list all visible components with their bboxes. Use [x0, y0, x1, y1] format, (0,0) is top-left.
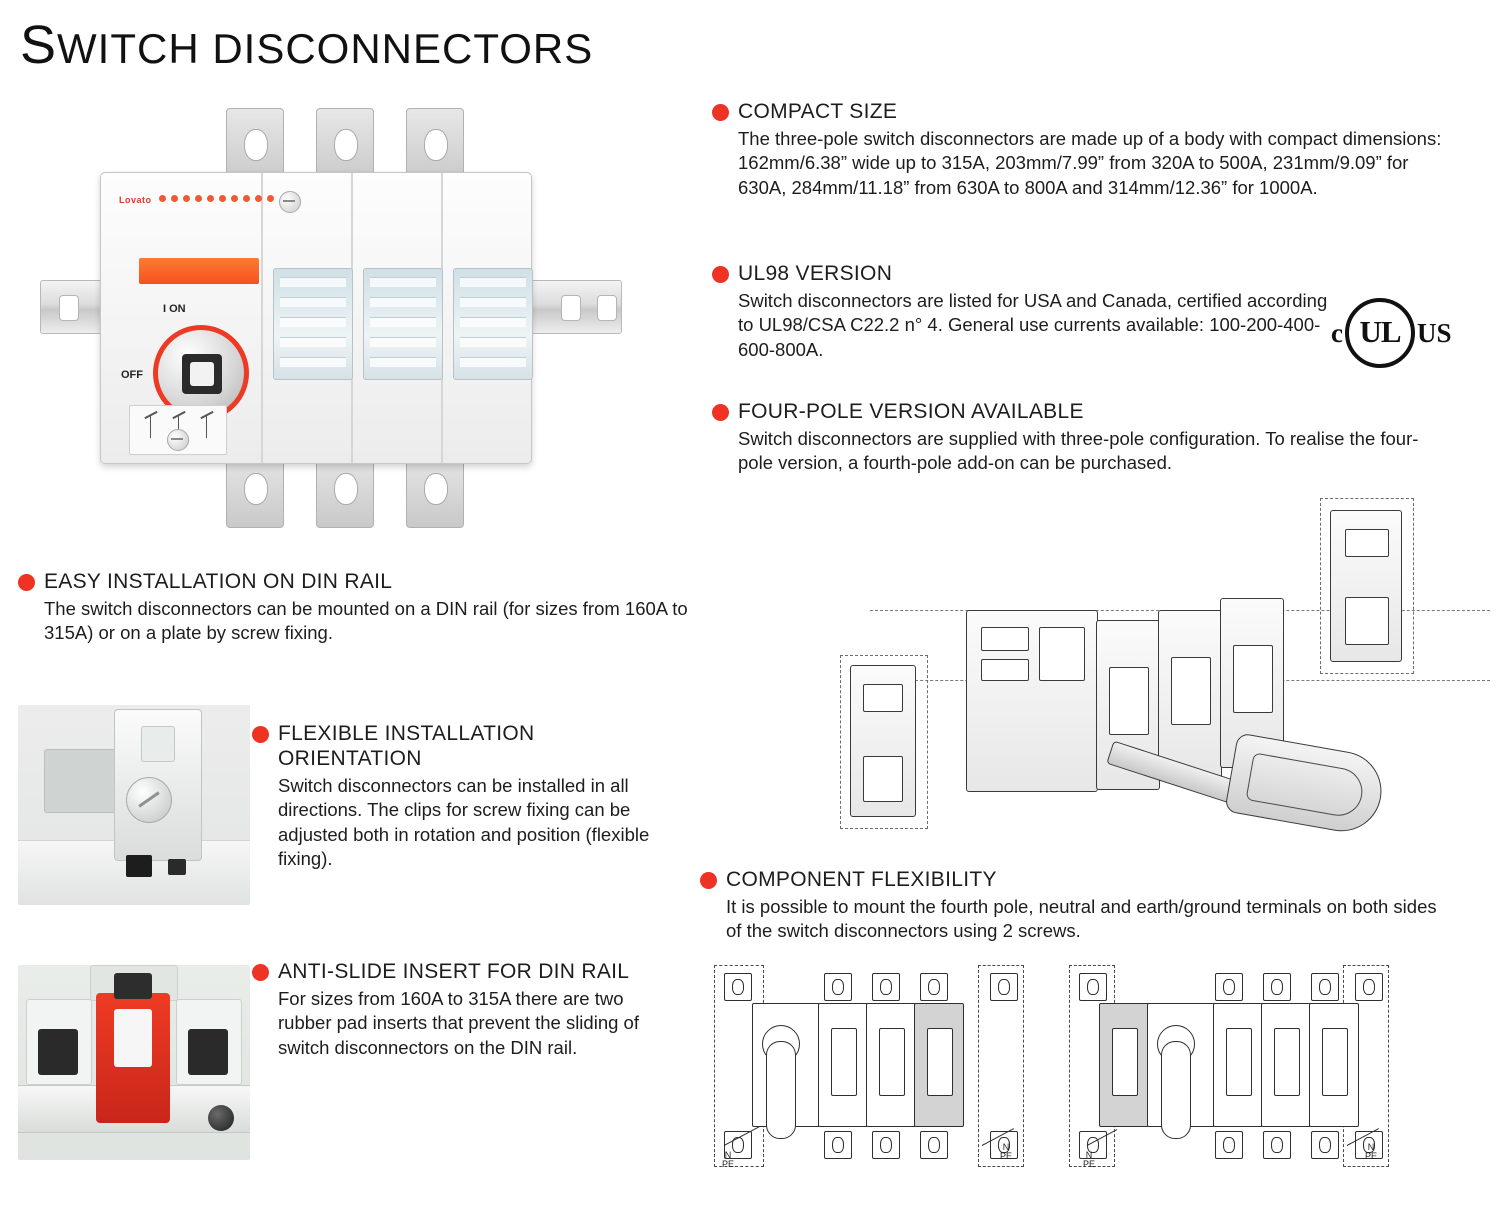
neutral-label: N	[724, 1150, 732, 1160]
feature-body: Switch disconnectors can be installed in all directions. The clips for screw fixing can be adjusted both in rotation and position (flexible fixing).	[278, 774, 650, 870]
feature-flexible-installation	[252, 722, 662, 872]
fixing-screw-icon	[126, 777, 172, 823]
feature-title: FOUR-POLE VERSION AVAILABLE	[738, 400, 1084, 423]
terminal-lug	[1311, 973, 1339, 1001]
feature-title: FLEXIBLE INSTALLATION ORIENTATION	[278, 722, 535, 770]
photo-anti-slide-insert	[18, 965, 250, 1160]
terminal-lug	[1311, 1131, 1339, 1159]
indicator-dots	[159, 195, 274, 202]
neutral-label: N	[1002, 1142, 1010, 1152]
feature-title: EASY INSTALLATION ON DIN RAIL	[44, 570, 393, 593]
orange-indicator-bar	[139, 258, 259, 284]
terminal-lug	[824, 973, 852, 1001]
label-position-on: I ON	[163, 303, 186, 315]
terminal-lug	[990, 973, 1018, 1001]
brand-logo: Lovato	[119, 195, 152, 205]
bullet-icon	[252, 726, 269, 743]
bullet-icon	[712, 104, 729, 121]
product-photo-switch-disconnector	[30, 100, 630, 540]
switch-body-module	[966, 610, 1098, 792]
knob-shaft	[182, 354, 222, 394]
handle-grip[interactable]	[1224, 732, 1388, 837]
feature-anti-slide-insert	[252, 960, 672, 1061]
page-title	[20, 14, 593, 76]
pole	[818, 1003, 868, 1127]
bullet-icon	[700, 872, 717, 889]
terminal-lug	[872, 1131, 900, 1159]
feature-body: Switch disconnectors are listed for USA and Canada, certified according to UL98/CSA C22.2 n° 4. General use currents available: 100-200-400-600-800A.	[738, 289, 1328, 360]
terminal-lug	[1215, 1131, 1243, 1159]
feature-ul98-version	[712, 262, 1332, 363]
neutral-earth-label-right	[1365, 1143, 1377, 1162]
schematic-right-configuration	[1065, 955, 1395, 1185]
neutral-earth-label-left	[1083, 1151, 1095, 1170]
feature-easy-installation	[18, 570, 708, 646]
bullet-icon	[18, 574, 35, 591]
handle-lever	[766, 1041, 796, 1139]
feature-component-flexibility	[700, 868, 1440, 944]
feature-body: The switch disconnectors can be mounted on a DIN rail (for sizes from 160A to 315A) or on a plate by screw fixing.	[44, 597, 688, 644]
terminal-lug	[1079, 973, 1107, 1001]
pole	[1309, 1003, 1359, 1127]
fourth-pole-shaded	[914, 1003, 964, 1127]
feature-four-pole-version	[712, 400, 1432, 476]
screw-bottom-left	[167, 429, 189, 451]
earth-label: PE	[1365, 1151, 1378, 1162]
earth-label: PE	[1000, 1151, 1013, 1162]
pole-window-2	[363, 268, 443, 380]
page-title-first-letter: S	[20, 15, 58, 75]
schematic-left-configuration	[700, 955, 1030, 1185]
neutral-label: N	[1367, 1142, 1375, 1152]
pole	[1213, 1003, 1263, 1127]
earth-label: PE	[722, 1159, 735, 1170]
terminal-lug	[920, 1131, 948, 1159]
terminal-lug	[824, 1131, 852, 1159]
bullet-icon	[712, 404, 729, 421]
feature-title: UL98 VERSION	[738, 262, 893, 285]
terminal-lug	[1215, 973, 1243, 1001]
feature-title: COMPACT SIZE	[738, 100, 898, 123]
neutral-earth-label-right	[1000, 1143, 1012, 1162]
pole	[1261, 1003, 1311, 1127]
ul-listed-mark-icon	[1331, 296, 1491, 370]
feature-body: For sizes from 160A to 315A there are two rubber pad inserts that prevent the sliding of switch disconnectors on the DIN rail.	[278, 987, 639, 1058]
terminal-lug	[724, 973, 752, 1001]
terminal-lug	[1355, 973, 1383, 1001]
photo-flexible-fixing-clip	[18, 705, 250, 905]
rubber-pad-insert	[96, 993, 170, 1123]
terminal-lug	[920, 973, 948, 1001]
ul-mark-circle	[1345, 298, 1415, 368]
feature-title: COMPONENT FLEXIBILITY	[726, 868, 997, 891]
pole	[866, 1003, 916, 1127]
ul-mark-prefix: c	[1331, 317, 1343, 348]
terminal-lug	[872, 973, 900, 1001]
ul-mark-suffix: US	[1416, 317, 1452, 348]
terminal-lug	[1263, 973, 1291, 1001]
ul-mark-center: UL	[1359, 314, 1401, 349]
bullet-icon	[252, 964, 269, 981]
handle-lever	[1161, 1041, 1191, 1139]
bullet-icon	[712, 266, 729, 283]
neutral-label: N	[1085, 1150, 1093, 1160]
switch-body	[100, 172, 532, 464]
neutral-earth-label-left	[722, 1151, 734, 1170]
feature-compact-size	[712, 100, 1442, 201]
feature-body: The three-pole switch disconnectors are made up of a body with compact dimensions: 162mm/6.38” wide up to 315A, 203mm/7.99” from 320A to 500A, 231mm/9.09” for 630A, 284mm/11.18” from 630A to 800A and 314mm/12.36” for 1000A.	[738, 127, 1442, 198]
fourth-pole-shaded	[1099, 1003, 1149, 1127]
label-position-off: OFF	[121, 369, 143, 381]
pole-module-2	[1158, 610, 1222, 780]
exploded-four-pole-diagram	[830, 490, 1490, 870]
feature-body: Switch disconnectors are supplied with three-pole configuration. To realise the four-pole version, a fourth-pole add-on can be purchased.	[738, 427, 1419, 474]
feature-body: It is possible to mount the fourth pole, neutral and earth/ground terminals on both sides of the switch disconnectors using 2 screws.	[726, 895, 1437, 942]
page-title-rest: WITCH DISCONNECTORS	[57, 25, 594, 72]
terminal-lug	[1263, 1131, 1291, 1159]
pole-window-3	[453, 268, 533, 380]
pole-window-1	[273, 268, 353, 380]
earth-label: PE	[1083, 1159, 1096, 1170]
feature-title: ANTI-SLIDE INSERT FOR DIN RAIL	[278, 960, 630, 983]
screw-top-left	[279, 191, 301, 213]
